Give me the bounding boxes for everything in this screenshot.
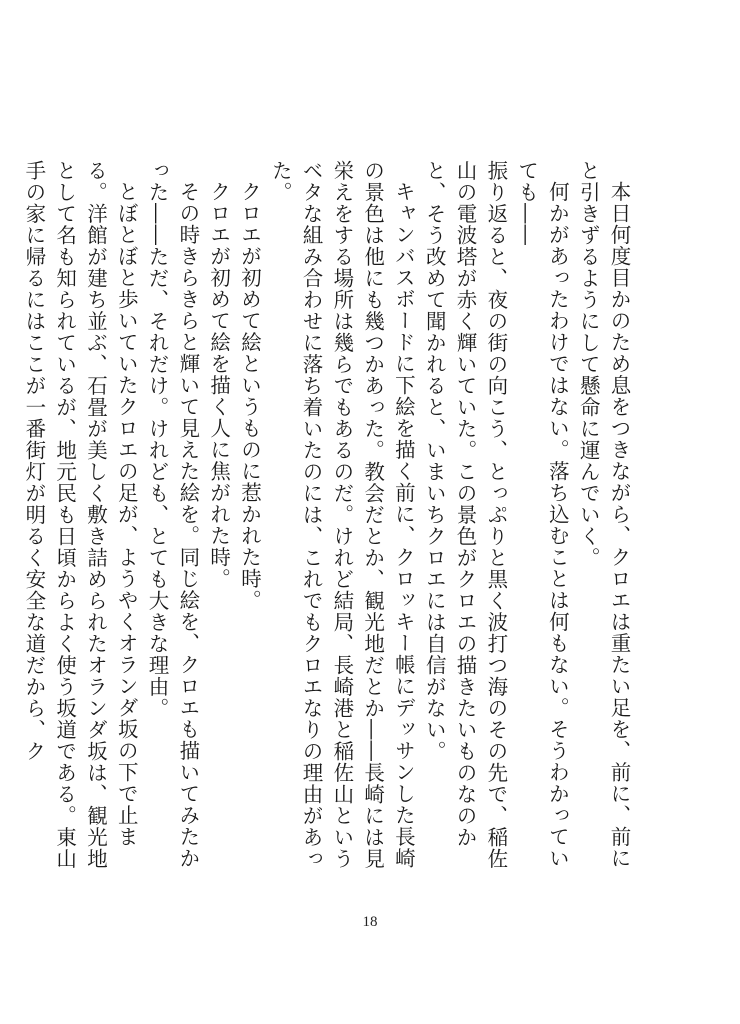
paragraph: とぼとぼと歩いていたクロエの足が、ようやくオランダ坂の下で止まる。洋館が建ち並ぶ、石畳が美しく敷き詰められたオランダ坂は、観光地として名も知られているが、地元民も日頃からよく使う坂道である。東山手の家に帰るにはここが一番街灯が明るく安全な道だから、ク xyxy=(21,160,139,870)
paragraph: 本日何度目かのため息をつきながら、クロエは重たい足を、前に、前にと引きずるようにして懸命に運んでいく。 xyxy=(576,160,631,869)
paragraph: その時きらきらと輝いて見えた絵を。同じ絵を、クロエも描いてみたかった――ただ、それだけ。けれども、とても大きな理由。 xyxy=(145,160,200,869)
paragraph: 何かがあったわけではない。落ち込むことは何もない。そうわかっていても―― xyxy=(514,160,570,869)
vertical-body-text xyxy=(21,160,634,888)
paragraph: クロエが初めて絵というものに惹かれた時。 xyxy=(237,180,262,611)
page-number: 18 xyxy=(362,914,378,930)
paragraph: 振り返ると、夜の街の向こう、とっぷりと黒く波打つ海のその先で、稲佐山の電波塔が赤く輝いていた。この景色がクロエの描きたいものなのかと、そう改めて聞かれると、いまいちクロエには自信がない。 xyxy=(422,160,508,870)
paragraph: クロエが初めて絵を描く人に焦がれた時。 xyxy=(206,180,231,589)
paragraph: キャンバスボードに下絵を描く前に、クロッキー帳にデッサンした長崎の景色は他にも幾つかあった。教会だとか、観光地だとか――長崎には見栄えをする場所は幾らでもあるのだ。けれど結局、長崎港と稲佐山というベタな組み合わせに落ち着いたのには、これでもクロエなりの理由があった。 xyxy=(268,160,416,870)
